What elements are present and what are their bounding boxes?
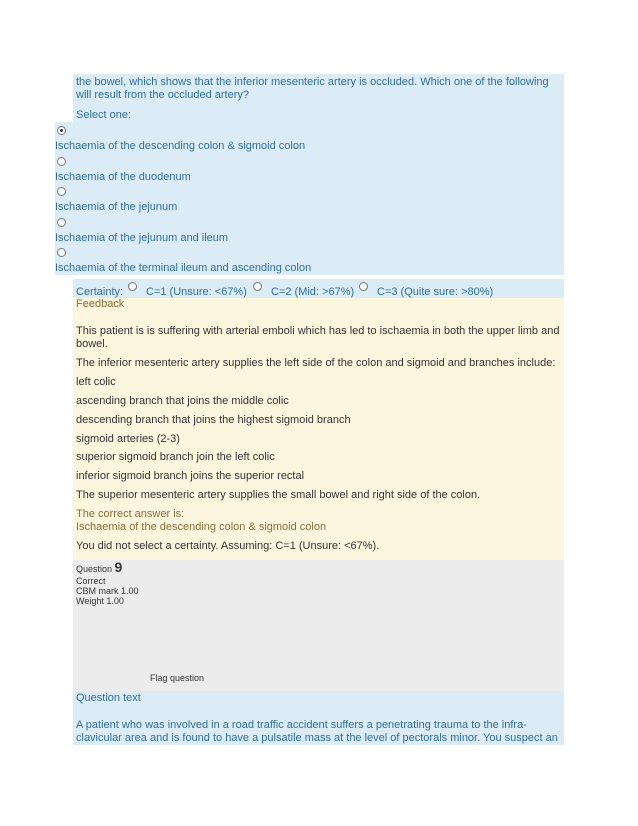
certainty-option-2[interactable]: C=2 (Mid: >67%): [271, 286, 355, 298]
question-text-line2: will result from the occluded artery?: [76, 89, 250, 101]
question-weight: Weight 1.00: [76, 596, 124, 606]
certainty-label: Certainty:: [76, 286, 124, 298]
feedback-para3: The superior mesenteric artery supplies the small bowel and right side of the colon.: [76, 489, 481, 501]
option-label-1[interactable]: Ischaemia of the descending colon & sigmoid colon: [55, 140, 306, 152]
branch-item-2: ascending branch that joins the middle colic: [76, 395, 289, 407]
option-radio-5[interactable]: [57, 248, 66, 257]
next-question-text-line1: A patient who was involved in a road traffic accident suffers a penetrating trauma to the infra-: [76, 719, 527, 731]
select-one-label: Select one:: [76, 109, 132, 121]
next-question-text-line2: clavicular area and is found to have a pulsatile mass at the level of pectorals minor. You suspect an: [76, 732, 558, 744]
option-label-3[interactable]: Ischaemia of the jejunum: [55, 201, 178, 213]
option-radio-3[interactable]: [57, 187, 66, 196]
option-label-5[interactable]: Ischaemia of the terminal ileum and ascending colon: [55, 262, 312, 274]
branch-item-4: sigmoid arteries (2-3): [76, 433, 180, 445]
branch-item-3: descending branch that joins the highest sigmoid branch: [76, 414, 351, 426]
certainty-option-3[interactable]: C=3 (Quite sure: >80%): [377, 286, 494, 298]
certainty-radio-3[interactable]: [359, 282, 368, 291]
question-number-label: [76, 559, 123, 575]
certainty-note: You did not select a certainty. Assuming: C=1 (Unsure: <67%).: [76, 540, 380, 552]
correct-answer-label: The correct answer is:: [76, 508, 185, 520]
option-radio-1[interactable]: [57, 126, 66, 135]
branch-item-5: superior sigmoid branch join the left colic: [76, 451, 275, 463]
feedback-para2: The inferior mesenteric artery supplies the left side of the colon and sigmoid and branches include:: [76, 357, 556, 369]
option-label-4[interactable]: Ischaemia of the jejunum and ileum: [55, 232, 229, 244]
flag-question-link[interactable]: Flag question: [150, 673, 205, 683]
feedback-para1-line1: This patient is is suffering with arterial emboli which has led to ischaemia in both the upper limb and: [76, 325, 560, 337]
option-radio-2[interactable]: [57, 157, 66, 166]
feedback-heading: Feedback: [76, 298, 125, 310]
question-status: Correct: [76, 576, 106, 586]
feedback-para1-line2: bowel.: [76, 338, 108, 350]
certainty-radio-1[interactable]: [128, 282, 137, 291]
question-text-line1: the bowel, which shows that the inferior mesenteric artery is occluded. Which one of the following: [76, 76, 549, 88]
correct-answer-text: Ischaemia of the descending colon & sigmoid colon: [76, 521, 327, 533]
question-word: Question: [76, 564, 113, 574]
cbm-mark: CBM mark 1.00: [76, 586, 139, 596]
branch-item-1: left colic: [76, 376, 116, 388]
certainty-radio-2[interactable]: [253, 282, 262, 291]
option-label-2[interactable]: Ischaemia of the duodenum: [55, 171, 191, 183]
question-info-panel: [73, 560, 564, 691]
branch-item-6: inferior sigmoid branch joins the superior rectal: [76, 470, 305, 482]
option-radio-4[interactable]: [57, 218, 66, 227]
certainty-option-1[interactable]: C=1 (Unsure: <67%): [146, 286, 247, 298]
question-text-heading: Question text: [76, 692, 141, 704]
question-number: 9: [114, 559, 123, 575]
